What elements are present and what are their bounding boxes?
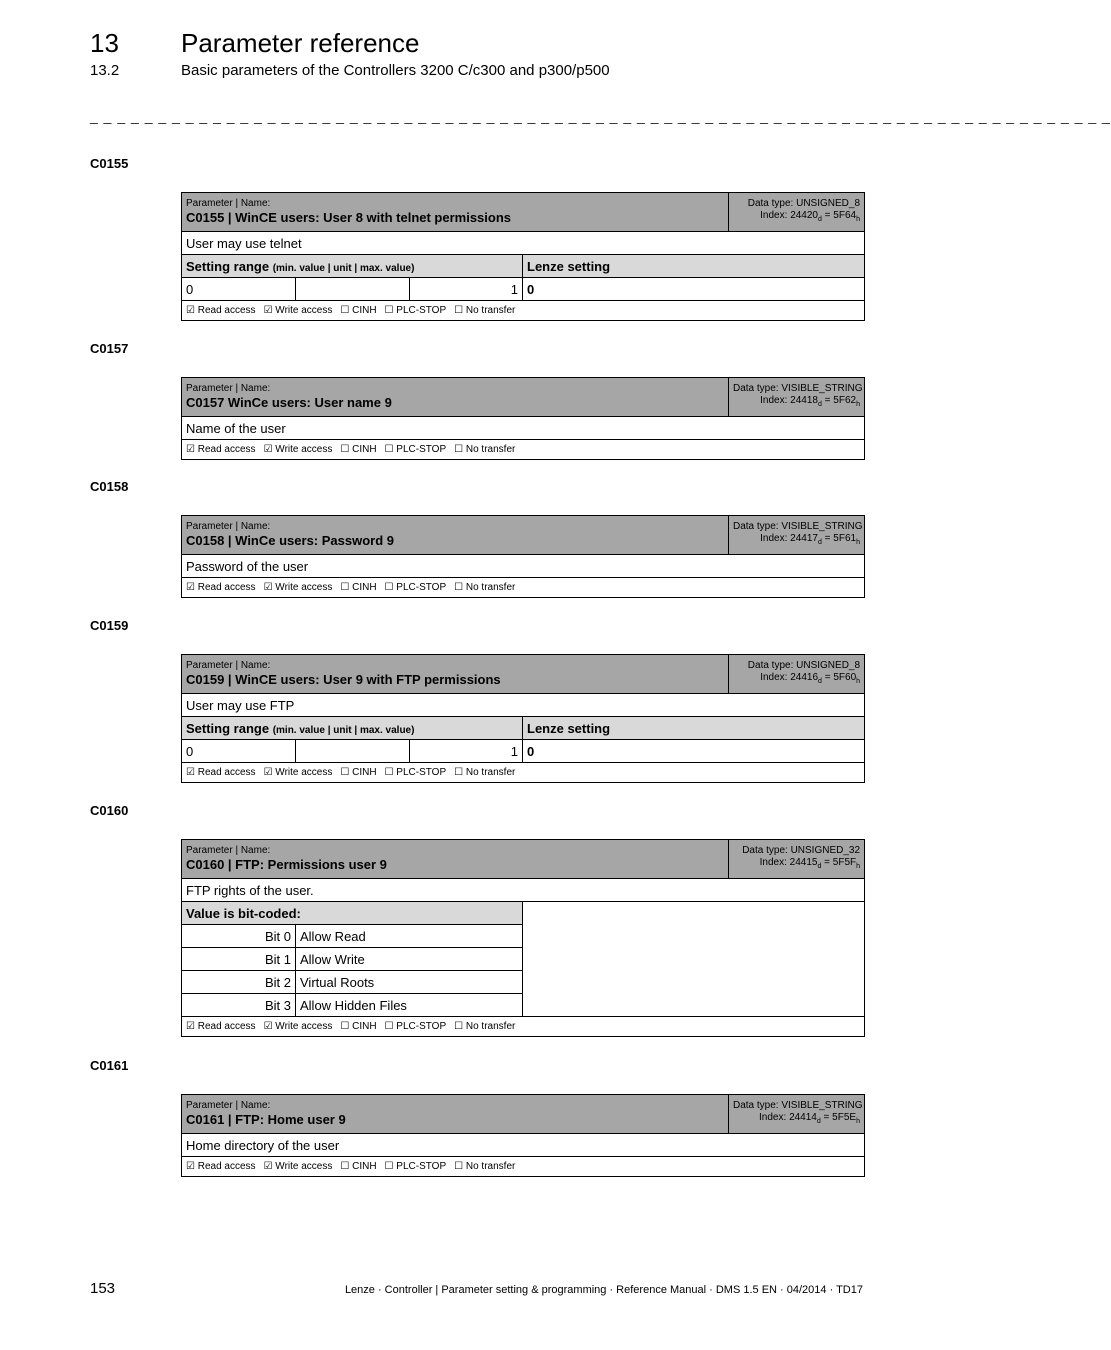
setting-range-sub: (min. value | unit | max. value)	[272, 724, 415, 736]
param-name-cell	[182, 378, 729, 417]
param-type-cell	[729, 378, 865, 417]
param-code-label: C0161	[90, 1058, 129, 1073]
access-row	[182, 763, 865, 783]
param-type-cell	[729, 655, 865, 694]
param-name: C0160 | FTP: Permissions user 9	[186, 857, 387, 872]
bit-number: Bit 3	[182, 994, 296, 1017]
index-prefix: Index:	[760, 672, 791, 683]
data-type: Data type: UNSIGNED_8	[747, 660, 861, 671]
param-name: C0158 | WinCe users: Password 9	[186, 533, 394, 548]
bit-blank-area	[523, 902, 865, 1017]
cinh: ☐ CINH	[340, 582, 377, 593]
param-description: FTP rights of the user.	[182, 879, 865, 902]
range-unit	[296, 740, 410, 763]
param-name-cell	[182, 516, 729, 555]
param-type-cell	[729, 193, 865, 232]
index-dec: 24416	[790, 672, 819, 683]
read-access: ☑ Read access	[186, 1161, 256, 1172]
footer-text: Lenze · Controller | Parameter setting & programming · Reference Manual · DMS 1.5 EN · 04/2014 · TD17	[344, 1284, 863, 1296]
param-code-label: C0155	[90, 156, 129, 171]
access-row	[182, 301, 865, 321]
index-dec: 24417	[790, 533, 818, 544]
bit-label: Virtual Roots	[296, 971, 523, 994]
plc-stop: ☐ PLC-STOP	[384, 582, 447, 593]
access-row	[182, 1017, 865, 1037]
param-type-cell	[729, 516, 865, 555]
plc-stop: ☐ PLC-STOP	[384, 1161, 447, 1172]
param-name: C0155 | WinCE users: User 8 with telnet permissions	[186, 210, 512, 225]
no-transfer: ☐ No transfer	[454, 444, 516, 455]
setting-range-label: Setting range	[186, 720, 270, 736]
index-prefix: Index:	[760, 533, 791, 544]
index-dec: 24418	[790, 395, 818, 406]
no-transfer: ☐ No transfer	[454, 305, 516, 316]
hex-subscript: h	[856, 216, 861, 223]
header-divider: _ _ _ _ _ _ _ _ _ _ _ _ _ _ _ _ _ _ _ _ _ _ _ _ _ _ _ _ _ _ _ _ _ _ _ _ _ _ _ _ _ _ _ _ _ _ _ _ _ _ _ _ _ _ _ _ _ _ _ _ _ _ _ _ _ _ _ _ _ _ _ _ _ _ _	[90, 108, 1111, 124]
section-title: Basic parameters of the Controllers 3200 C/c300 and p300/p500	[181, 62, 610, 79]
hex-subscript: h	[856, 401, 860, 408]
param-name-cell	[182, 840, 729, 879]
param-name-label: Parameter | Name:	[186, 660, 271, 671]
bit-number: Bit 0	[182, 925, 296, 948]
bit-label: Allow Read	[296, 925, 523, 948]
hex-subscript: h	[856, 678, 861, 685]
plc-stop: ☐ PLC-STOP	[384, 305, 447, 316]
lenze-setting-value: 0	[523, 740, 865, 763]
param-table-c0157	[181, 377, 865, 460]
setting-range-label: Setting range	[186, 258, 270, 274]
param-name-cell	[182, 1095, 729, 1134]
param-table-c0159	[181, 654, 865, 783]
read-access: ☑ Read access	[186, 1021, 256, 1032]
setting-range-sub: (min. value | unit | max. value)	[272, 262, 415, 274]
chapter-title: Parameter reference	[181, 28, 420, 58]
range-min: 0	[182, 278, 296, 301]
no-transfer: ☐ No transfer	[454, 1161, 516, 1172]
plc-stop: ☐ PLC-STOP	[384, 444, 447, 455]
index-dec: 24415	[789, 857, 818, 868]
page-number: 153	[90, 1280, 116, 1297]
range-max: 1	[410, 278, 523, 301]
access-row	[182, 578, 865, 598]
bit-number: Bit 1	[182, 948, 296, 971]
read-access: ☑ Read access	[186, 305, 256, 316]
data-type: Data type: VISIBLE_STRING	[733, 1100, 863, 1111]
plc-stop: ☐ PLC-STOP	[384, 767, 447, 778]
read-access: ☑ Read access	[186, 767, 256, 778]
access-row	[182, 1157, 865, 1177]
read-access: ☑ Read access	[186, 444, 256, 455]
bit-number: Bit 2	[182, 971, 296, 994]
lenze-setting-header: Lenze setting	[523, 717, 865, 740]
cinh: ☐ CINH	[340, 305, 377, 316]
no-transfer: ☐ No transfer	[454, 582, 516, 593]
hex-subscript: h	[856, 539, 860, 546]
param-description: Home directory of the user	[182, 1134, 865, 1157]
dec-subscript: d	[817, 863, 822, 870]
param-name: C0157 WinCe users: User name 9	[186, 395, 392, 410]
range-unit	[296, 278, 410, 301]
no-transfer: ☐ No transfer	[454, 767, 516, 778]
write-access: ☑ Write access	[263, 1161, 333, 1172]
write-access: ☑ Write access	[263, 305, 333, 316]
write-access: ☑ Write access	[263, 767, 333, 778]
data-type: Data type: VISIBLE_STRING	[733, 383, 863, 394]
index-hex: = 5F64	[821, 210, 857, 221]
chapter-number: 13	[90, 28, 119, 58]
index-hex: = 5F5E	[820, 1112, 857, 1123]
param-name: C0161 | FTP: Home user 9	[186, 1112, 346, 1127]
param-type-cell	[729, 1095, 865, 1134]
index-hex: = 5F60	[821, 672, 857, 683]
plc-stop: ☐ PLC-STOP	[384, 1021, 447, 1032]
cinh: ☐ CINH	[340, 444, 377, 455]
bit-coded-header: Value is bit-coded:	[182, 902, 523, 925]
param-table-c0161	[181, 1094, 865, 1177]
param-name-cell	[182, 193, 729, 232]
write-access: ☑ Write access	[263, 582, 333, 593]
index-dec: 24414	[789, 1112, 817, 1123]
param-table-c0160	[181, 839, 865, 1037]
dec-subscript: d	[817, 401, 822, 408]
index-hex: = 5F5F	[821, 857, 857, 868]
param-type-cell	[729, 840, 865, 879]
index-prefix: Index:	[760, 210, 791, 221]
index-dec: 24420	[790, 210, 818, 221]
access-row	[182, 440, 865, 460]
index-prefix: Index:	[759, 1112, 790, 1123]
lenze-setting-value: 0	[523, 278, 865, 301]
param-name-label: Parameter | Name:	[186, 383, 271, 394]
cinh: ☐ CINH	[340, 1021, 377, 1032]
param-name-label: Parameter | Name:	[186, 845, 271, 856]
dec-subscript: d	[817, 539, 822, 546]
param-table-c0158	[181, 515, 865, 598]
param-name: C0159 | WinCE users: User 9 with FTP permissions	[186, 672, 501, 687]
dec-subscript: d	[818, 678, 822, 685]
setting-range-header	[182, 255, 523, 278]
param-name-label: Parameter | Name:	[186, 198, 271, 209]
param-table-c0155	[181, 192, 865, 321]
param-code-label: C0157	[90, 341, 129, 356]
index-hex: = 5F61	[821, 533, 857, 544]
param-name-label: Parameter | Name:	[186, 1100, 271, 1111]
range-min: 0	[182, 740, 296, 763]
data-type: Data type: VISIBLE_STRING	[733, 521, 863, 532]
param-code-label: C0160	[90, 803, 129, 818]
hex-subscript: h	[856, 863, 861, 870]
no-transfer: ☐ No transfer	[454, 1021, 516, 1032]
param-description: Password of the user	[182, 555, 865, 578]
lenze-setting-header: Lenze setting	[523, 255, 865, 278]
write-access: ☑ Write access	[263, 1021, 333, 1032]
param-code-label: C0158	[90, 479, 129, 494]
data-type: Data type: UNSIGNED_32	[742, 845, 861, 856]
read-access: ☑ Read access	[186, 582, 256, 593]
index-hex: = 5F62	[821, 395, 857, 406]
param-code-label: C0159	[90, 618, 129, 633]
data-type: Data type: UNSIGNED_8	[747, 198, 861, 209]
cinh: ☐ CINH	[340, 767, 377, 778]
dec-subscript: d	[818, 216, 822, 223]
param-description: User may use telnet	[182, 232, 865, 255]
hex-subscript: h	[856, 1118, 860, 1125]
bit-label: Allow Write	[296, 948, 523, 971]
param-name-label: Parameter | Name:	[186, 521, 271, 532]
write-access: ☑ Write access	[263, 444, 333, 455]
param-description: Name of the user	[182, 417, 865, 440]
cinh: ☐ CINH	[340, 1161, 377, 1172]
param-description: User may use FTP	[182, 694, 865, 717]
index-prefix: Index:	[760, 395, 791, 406]
range-max: 1	[410, 740, 523, 763]
section-number: 13.2	[90, 62, 120, 79]
setting-range-header	[182, 717, 523, 740]
bit-label: Allow Hidden Files	[296, 994, 523, 1017]
dec-subscript: d	[816, 1118, 821, 1125]
index-prefix: Index:	[759, 857, 790, 868]
param-name-cell	[182, 655, 729, 694]
